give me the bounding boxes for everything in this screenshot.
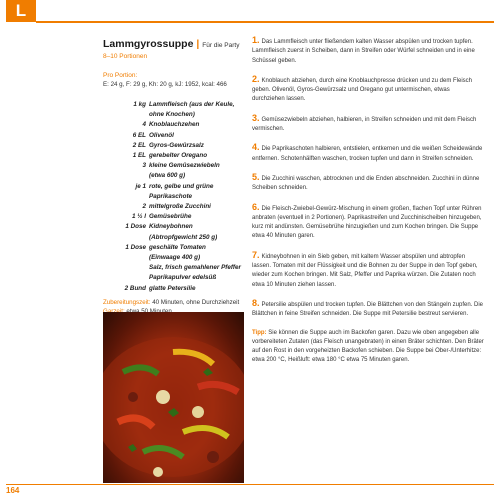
ingredient-name: geschälte Tomaten <box>149 243 206 251</box>
portions: 8–10 Portionen <box>103 53 148 60</box>
prep-time-label: Zubereitungszeit: <box>103 298 151 306</box>
ingredient-name: Kidneybohnen <box>149 223 193 231</box>
section-letter-tab: L <box>6 0 36 22</box>
ingredient-name: ohne Knochen) <box>149 111 195 119</box>
step-number: 1. <box>252 35 260 45</box>
instruction-step <box>252 114 484 135</box>
instruction-step <box>252 203 484 242</box>
ingredient-name: Paprikapulver edelsüß <box>149 274 217 282</box>
nutrition-heading: Pro Portion: <box>103 72 138 79</box>
ingredient-name: (Einwaage 400 g) <box>149 254 201 262</box>
ingredient-name: mittelgroße Zucchini <box>149 203 211 211</box>
top-rule <box>36 21 494 23</box>
ingredient-quantity <box>103 110 149 120</box>
ingredient-name: Gemüsebrühe <box>149 213 192 221</box>
ingredient-quantity: 6 EL <box>132 131 146 139</box>
recipe-subtitle: Für die Party <box>202 42 240 49</box>
ingredient-quantity: 1 Dose <box>125 223 146 231</box>
ingredient-name: gerebelter Oregano <box>149 152 208 160</box>
recipe-info-column <box>103 38 243 316</box>
ingredient-quantity: 2 <box>142 203 146 211</box>
ingredient-quantity: je 1 <box>135 182 146 190</box>
step-text: Gemüsezwiebeln abziehen, halbieren, in Streifen schneiden und mit dem Fleisch vermischen. <box>252 116 477 133</box>
ingredient-row <box>103 120 243 130</box>
ingredient-name: Lammfleisch (aus der Keule, <box>149 101 235 108</box>
ingredient-quantity: 2 Bund <box>124 284 146 292</box>
ingredient-quantity: 2 EL <box>132 141 146 149</box>
ingredient-row <box>103 253 243 263</box>
ingredient-row <box>103 212 243 222</box>
instruction-step <box>252 173 484 194</box>
prep-time <box>103 298 243 307</box>
ingredient-row <box>103 273 243 283</box>
ingredient-name: glatte Petersilie <box>149 284 196 292</box>
step-number: 5. <box>252 171 260 182</box>
instructions-column <box>252 36 484 366</box>
ingredient-quantity: 4 <box>142 121 146 129</box>
ingredient-quantity <box>103 273 149 283</box>
soup-photo <box>103 312 244 483</box>
ingredient-name: Gyros-Gewürzsalz <box>149 141 204 149</box>
recipe-title: Lammgyrossuppe <box>103 38 194 50</box>
step-number: 4. <box>252 142 260 153</box>
ingredient-quantity: 3 <box>142 162 146 170</box>
ingredient-row <box>103 263 243 273</box>
ingredient-name: (etwa 600 g) <box>149 172 186 180</box>
page-number: 164 <box>6 486 20 495</box>
tip-label: Tipp: <box>252 329 267 336</box>
ingredient-row <box>103 161 243 171</box>
step-text: Das Lammfleisch unter fließendem kalten Wasser abspülen und trocken tupfen. Lammfleisch zuerst in Scheiben, dann in Streifen oder Würfel schneiden und in eine Schüssel geben. <box>252 39 475 64</box>
ingredient-name: Knoblauchzehen <box>149 121 200 129</box>
instruction-step <box>252 299 484 320</box>
ingredient-row <box>103 100 243 110</box>
step-text: Petersilie abspülen und trocken tupfen. Die Blättchen von den Stängeln zupfen. Die Blättchen in feine Streifen schneiden. Die Suppe mit Petersilie bestreut servieren. <box>252 301 483 318</box>
ingredient-quantity: 1 kg <box>133 101 146 108</box>
instruction-step <box>252 251 484 290</box>
nutrition-values: E: 24 g, F: 29 g, Kh: 20 g, kJ: 1952, kcal: 466 <box>103 81 227 88</box>
step-number: 2. <box>252 73 260 84</box>
ingredient-row <box>103 192 243 202</box>
step-text: Kidneybohnen in ein Sieb geben, mit kaltem Wasser abspülen und abtropfen lassen. Tomaten mit der Flüssigkeit und die Bohnen zu der Suppe in den Topf geben, wieder zum Kochen bringen. Mit Salz, Pfeffer und Paprika würzen. Die Zutaten noch etwa 10 Minuten ziehen lassen. <box>252 253 478 288</box>
instruction-step <box>252 75 484 105</box>
prep-time-value: 40 Minuten, ohne Durchziehzeit <box>152 298 240 306</box>
step-number: 7. <box>252 249 260 260</box>
ingredient-name: kleine Gemüsezwiebeln <box>149 162 220 170</box>
ingredient-row <box>103 233 243 243</box>
ingredient-quantity <box>103 263 149 273</box>
bottom-rule <box>6 484 494 485</box>
ingredient-quantity: 1 ½ l <box>131 213 146 221</box>
instruction-step <box>252 143 484 164</box>
ingredient-name: Salz, frisch gemahlener Pfeffer <box>149 264 241 272</box>
ingredient-quantity: 1 Dose <box>125 243 146 251</box>
ingredient-row <box>103 202 243 212</box>
step-number: 3. <box>252 112 260 123</box>
step-text: Knoblauch abziehen, durch eine Knoblauchpresse drücken und zu dem Fleisch geben. Olivenöl, Gyros-Gewürzsalz und Oregano gut untermischen, etwas durchziehen lassen. <box>252 77 472 103</box>
ingredient-name: (Abtropfgewicht 250 g) <box>149 233 218 241</box>
ingredient-row <box>103 131 243 141</box>
ingredient-row <box>103 110 243 120</box>
step-number: 6. <box>252 201 260 212</box>
ingredient-quantity <box>103 192 149 202</box>
ingredient-quantity <box>103 233 149 243</box>
ingredient-name: Olivenöl <box>149 131 174 139</box>
ingredient-row <box>103 222 243 232</box>
ingredient-row <box>103 243 243 253</box>
title-separator: | <box>196 38 200 50</box>
ingredient-name: Paprikaschote <box>149 192 193 200</box>
step-number: 8. <box>252 297 260 308</box>
ingredient-quantity: 1 EL <box>132 152 146 160</box>
step-text: Die Zucchini waschen, abtrocknen und die Enden abschneiden. Zucchini in dünne Scheiben schneiden. <box>252 175 480 192</box>
ingredient-name: rote, gelbe und grüne <box>149 182 214 190</box>
recipe-title-row <box>103 38 243 52</box>
ingredient-quantity <box>103 253 149 263</box>
ingredient-row <box>103 284 243 294</box>
tip-box <box>252 329 484 366</box>
step-text: Die Paprikaschoten halbieren, entstielen, entkernen und die weißen Scheidewände entfernen. Schotenhälften waschen, trocken tupfen und dann in Streifen schneiden. <box>252 146 483 162</box>
ingredient-row <box>103 151 243 161</box>
soup-illustration <box>103 312 244 483</box>
tip-text: Sie können die Suppe auch im Backofen garen. Dazu wie oben angegeben alle vorbereiteten Zutaten (das Fleisch unangebraten) in einen Bräter schichten. Den Bräter auf den Rost in den vorgeheizten Backofen schieben. Die Suppe bei Ober-/Unterhitze: etwa 200 °C, Heißluft: etwa 180 °C etwa 75 Minuten garen. <box>252 329 484 364</box>
ingredient-quantity <box>103 171 149 181</box>
ingredient-row <box>103 171 243 181</box>
ingredient-list <box>103 100 243 294</box>
instruction-step <box>252 36 484 66</box>
ingredient-row <box>103 141 243 151</box>
ingredient-row <box>103 182 243 192</box>
step-text: Die Fleisch-Zwiebel-Gewürz-Mischung in einem großen, flachen Topf unter Rühren anbraten (eventuell in 2 Portionen). Paprikastreifen und Zucchinischeiben hinzugeben, kurz mit andünsten. Gemüsebrühe hinzugießen und zum Kochen bringen. Die Suppe etwa 40 Minuten garen. <box>252 205 482 240</box>
